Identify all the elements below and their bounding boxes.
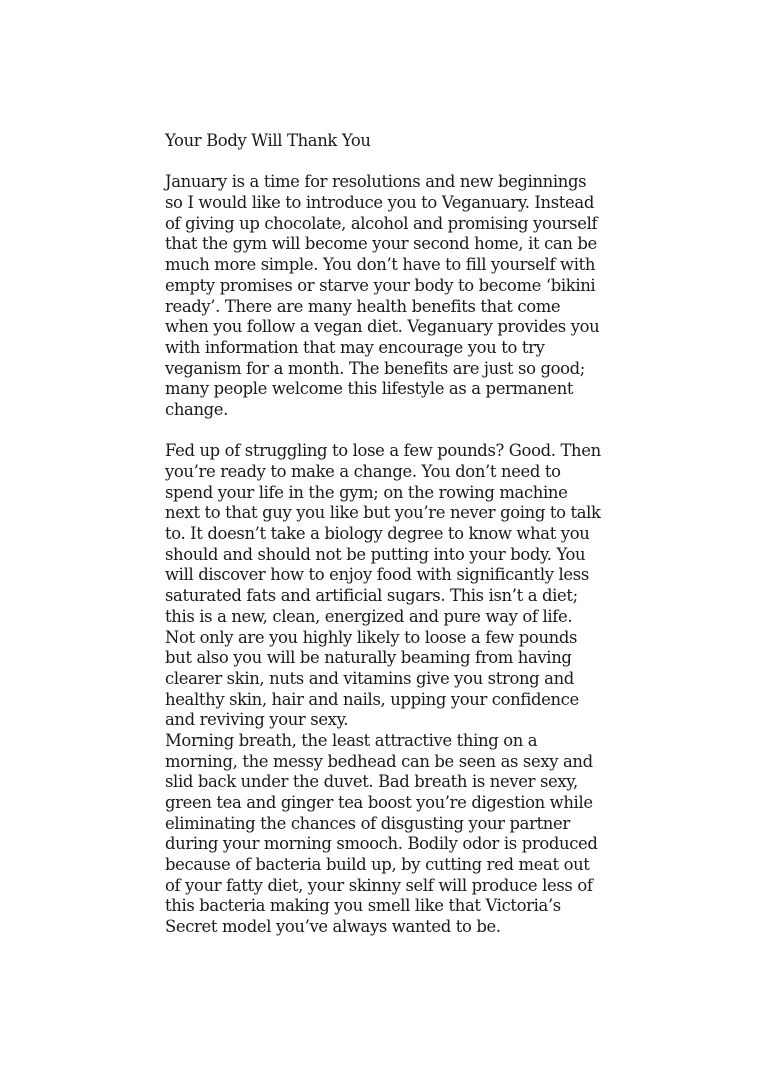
text-line: eliminating the chances of disgusting your partner	[165, 813, 570, 833]
paragraph-spacer	[165, 421, 610, 442]
text-line: clearer skin, nuts and vitamins give you strong and	[165, 668, 574, 688]
text-line: slid back under the duvet. Bad breath is never sexy,	[165, 772, 578, 792]
text-line: Fed up of struggling to lose a few pounds? Good. Then	[165, 441, 601, 461]
text-line: Not only are you highly likely to loose a few pounds	[165, 627, 578, 647]
text-line: will discover how to enjoy food with significantly less	[165, 565, 589, 585]
text-line: with information that may encourage you to try	[165, 337, 545, 357]
text-line: morning, the messy bedhead can be seen as sexy and	[165, 751, 593, 771]
text-line: healthy skin, hair and nails, upping your confidence	[165, 689, 579, 709]
text-line: change.	[165, 399, 229, 419]
article-title: Your Body Will Thank You	[165, 131, 371, 150]
text-line: when you follow a vegan diet. Veganuary provides you	[165, 317, 600, 337]
text-line: veganism for a month. The benefits are just so good;	[165, 358, 585, 378]
paragraph-spacer	[165, 152, 610, 173]
text-line: next to that guy you like but you’re never going to talk	[165, 503, 601, 523]
text-line: empty promises or starve your body to become ‘bikini	[165, 275, 596, 295]
text-line: much more simple. You don’t have to fill yourself with	[165, 255, 596, 275]
text-line: of your fatty diet, your skinny self will produce less of	[165, 875, 593, 895]
text-line: ready’. There are many health benefits that come	[165, 296, 561, 316]
article-body	[165, 131, 610, 938]
text-line: January is a time for resolutions and new beginnings	[165, 172, 587, 192]
text-line: of giving up chocolate, alcohol and promising yourself	[165, 213, 598, 233]
paragraph-3	[165, 731, 610, 938]
text-line: to. It doesn’t take a biology degree to know what you	[165, 524, 590, 544]
text-line: Secret model you’ve always wanted to be.	[165, 917, 501, 937]
text-line: many people welcome this lifestyle as a permanent	[165, 379, 574, 399]
text-line: saturated fats and artificial sugars. This isn’t a diet;	[165, 586, 578, 606]
text-line: should and should not be putting into your body. You	[165, 544, 586, 564]
text-line: during your morning smooch. Bodily odor is produced	[165, 834, 598, 854]
paragraph-2	[165, 441, 610, 731]
text-line: but also you will be naturally beaming from having	[165, 648, 572, 668]
text-line: that the gym will become your second home, it can be	[165, 234, 597, 254]
text-line: you’re ready to make a change. You don’t need to	[165, 462, 561, 481]
text-line: this is a new, clean, energized and pure way of life.	[165, 606, 573, 626]
paragraph-1	[165, 172, 610, 420]
text-line: because of bacteria build up, by cutting red meat out	[165, 855, 590, 875]
text-line: green tea and ginger tea boost you’re digestion while	[165, 793, 593, 812]
text-line: so I would like to introduce you to Veganuary. Instead	[165, 193, 594, 213]
text-line: spend your life in the gym; on the rowing machine	[165, 482, 568, 502]
text-line: Morning breath, the least attractive thing on a	[165, 730, 538, 750]
text-line: and reviving your sexy.	[165, 710, 349, 730]
text-line: this bacteria making you smell like that Victoria’s	[165, 896, 561, 916]
